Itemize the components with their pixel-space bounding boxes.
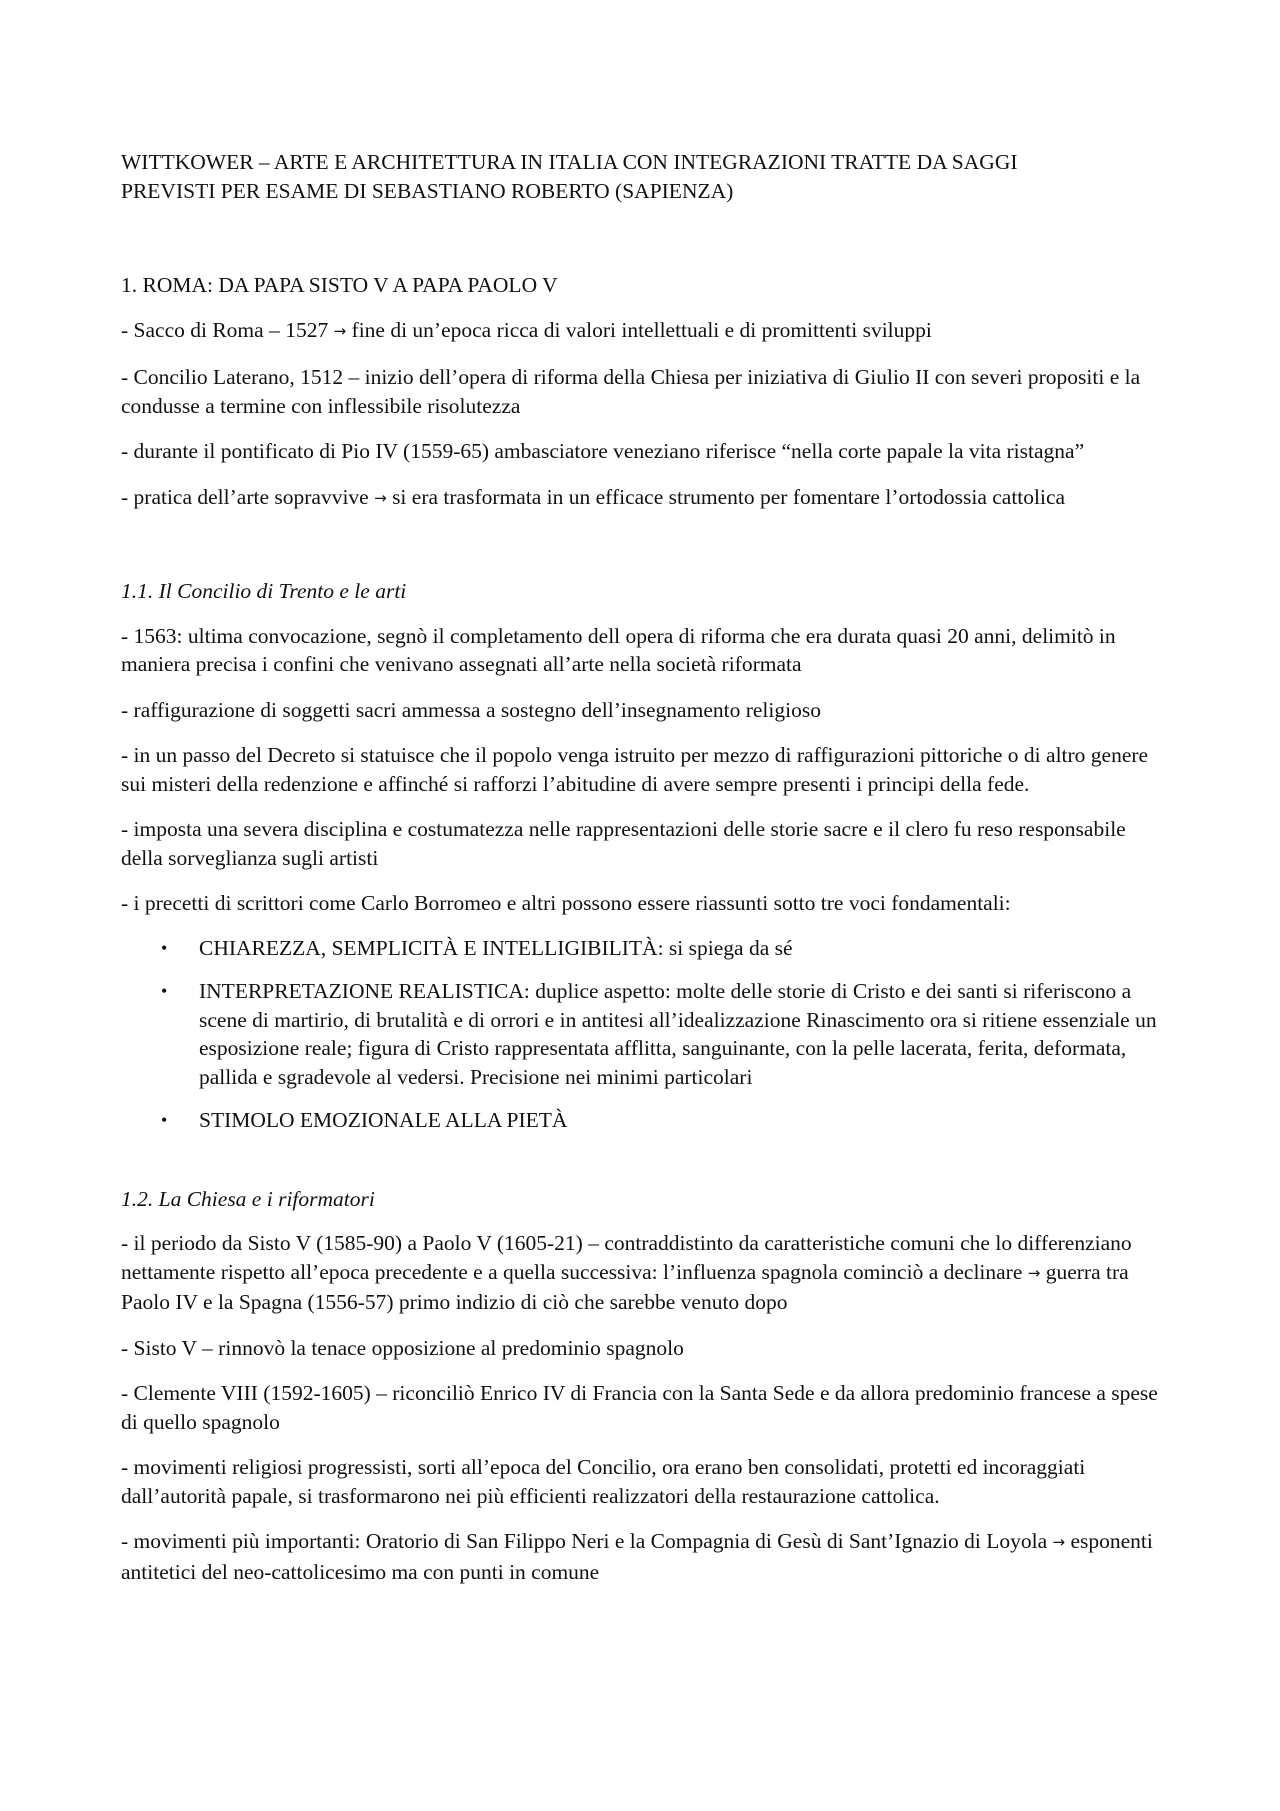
paragraph-text: esponenti antitetici del neo-cattolicesimo ma con punti in comune [121, 1529, 1153, 1584]
list-item-text: CHIAREZZA, SEMPLICITÀ E INTELLIGIBILITÀ: si spiega da sé [199, 935, 793, 960]
right-arrow-icon: → [374, 488, 387, 507]
section-1-2-paragraph-2: - Sisto V – rinnovò la tenace opposizione al predominio spagnolo [121, 1335, 684, 1360]
document-body [121, 148, 1161, 1586]
paragraph-text: fine di un’epoca ricca di valori intellettuali e di promittenti sviluppi [346, 317, 932, 342]
section-1-heading: 1. ROMA: DA PAPA SISTO V A PAPA PAOLO V [121, 273, 558, 297]
section-1-2-paragraph-5 [121, 1527, 1161, 1586]
list-item-text: STIMOLO EMOZIONALE ALLA PIETÀ [199, 1108, 568, 1132]
section-1-1-heading: 1.1. Il Concilio di Trento e le arti [121, 579, 407, 603]
section-1-1-paragraph-1: - 1563: ultima convocazione, segnò il completamento dell opera di riforma che era durata quasi 20 anni, delimitò in maniera precisa i confini che venivano assegnati all’arte nella società riformata [121, 623, 1116, 676]
section-1-paragraph-3: - durante il pontificato di Pio IV (1559-65) ambasciatore veneziano riferisce “nella corte papale la vita ristagna” [121, 439, 1085, 463]
bullet-icon: • [161, 1110, 168, 1130]
section-1-1-paragraph-4: - imposta una severa disciplina e costumatezza nelle rappresentazioni delle storie sacre e il clero fu reso responsabile della sorveglianza sugli artisti [121, 817, 1126, 870]
title-line-2: PREVISTI PER ESAME DI SEBASTIANO ROBERTO (SAPIENZA) [121, 178, 734, 203]
section-1-2-paragraph-4: - movimenti religiosi progressisti, sorti all’epoca del Concilio, ora erano ben consolidati, protetti ed incoraggiati dall’autorità papale, si trasformarono nei più efficienti realizzatori della restaurazione cattolica. [121, 1455, 1086, 1508]
paragraph-text: - Sacco di Roma – 1527 [121, 317, 334, 342]
paragraph-text: - il periodo da Sisto V (1585-90) a Paolo V (1605-21) – contraddistinto da caratteristiche comuni che lo differenziano nettamente rispetto all’epoca precedente e a quella successiva: l’influenza spagnola cominciò a declinare [121, 1231, 1132, 1284]
bullet-icon: • [161, 981, 168, 1001]
title-line-1: WITTKOWER – ARTE E ARCHITETTURA IN ITALIA CON INTEGRAZIONI TRATTE DA SAGGI [121, 150, 1018, 174]
bullet-icon: • [161, 937, 168, 958]
section-1-paragraph-2: - Concilio Laterano, 1512 – inizio dell’opera di riforma della Chiesa per iniziativa di Giulio II con severi propositi e la condusse a termine con inflessibile risolutezza [121, 365, 1141, 418]
paragraph-text: guerra tra Paolo IV e la Spagna (1556-57) primo indizio di ciò che sarebbe venuto dopo [121, 1259, 1129, 1314]
paragraph-text: si era trasformata in un efficace strumento per fomentare l’ortodossia cattolica [386, 484, 1066, 509]
section-1-paragraph-4 [121, 483, 1161, 514]
section-1-paragraph-1 [121, 316, 1161, 347]
document-title [121, 148, 1161, 205]
section-1-1-paragraph-5: - i precetti di scrittori come Carlo Borromeo e altri possono essere riassunti sotto tre voci fondamentali: [121, 891, 1011, 915]
list-item [121, 934, 1161, 963]
section-1-2-heading: 1.2. La Chiesa e i riformatori [121, 1186, 375, 1211]
section-1-1-paragraph-2: - raffigurazione di soggetti sacri ammessa a sostegno dell’insegnamento religioso [121, 697, 821, 722]
section-1-2-paragraph-3: - Clemente VIII (1592-1605) – riconciliò Enrico IV di Francia con la Santa Sede e da allora predominio francese a spese di quello spagnolo [121, 1381, 1158, 1434]
right-arrow-icon: → [333, 321, 347, 340]
list-item-text: INTERPRETAZIONE REALISTICA: duplice aspetto: molte delle storie di Cristo e dei santi si riferiscono a scene di martirio, di brutalità e di orrori e in antitesi all’idealizzazione Rinascimento ora si ritiene essenziale un esposizione reale; figura di Cristo rappresentata afflitta, sanguinante, con la pelle lacerata, ferita, deformata, pallida e sgradevole al vedersi. Precisione nei minimi particolari [199, 979, 1157, 1089]
paragraph-text: - pratica dell’arte sopravvive [121, 484, 375, 509]
section-1-1-paragraph-3: - in un passo del Decreto si statuisce che il popolo venga istruito per mezzo di raffigurazioni pittoriche o di altro genere sui misteri della redenzione e affinché si rafforzi l’abitudine di avere sempre presenti i principi della fede. [121, 743, 1149, 796]
right-arrow-icon: → [1027, 1263, 1041, 1282]
paragraph-text: - movimenti più importanti: Oratorio di San Filippo Neri e la Compagnia di Gesù di Sant’Ignazio di Loyola [121, 1529, 1053, 1553]
section-1-2-paragraph-1 [121, 1229, 1161, 1317]
list-item [121, 977, 1161, 1091]
right-arrow-icon: → [1052, 1533, 1066, 1551]
bullet-list [121, 934, 1161, 1135]
list-item [121, 1106, 1161, 1135]
